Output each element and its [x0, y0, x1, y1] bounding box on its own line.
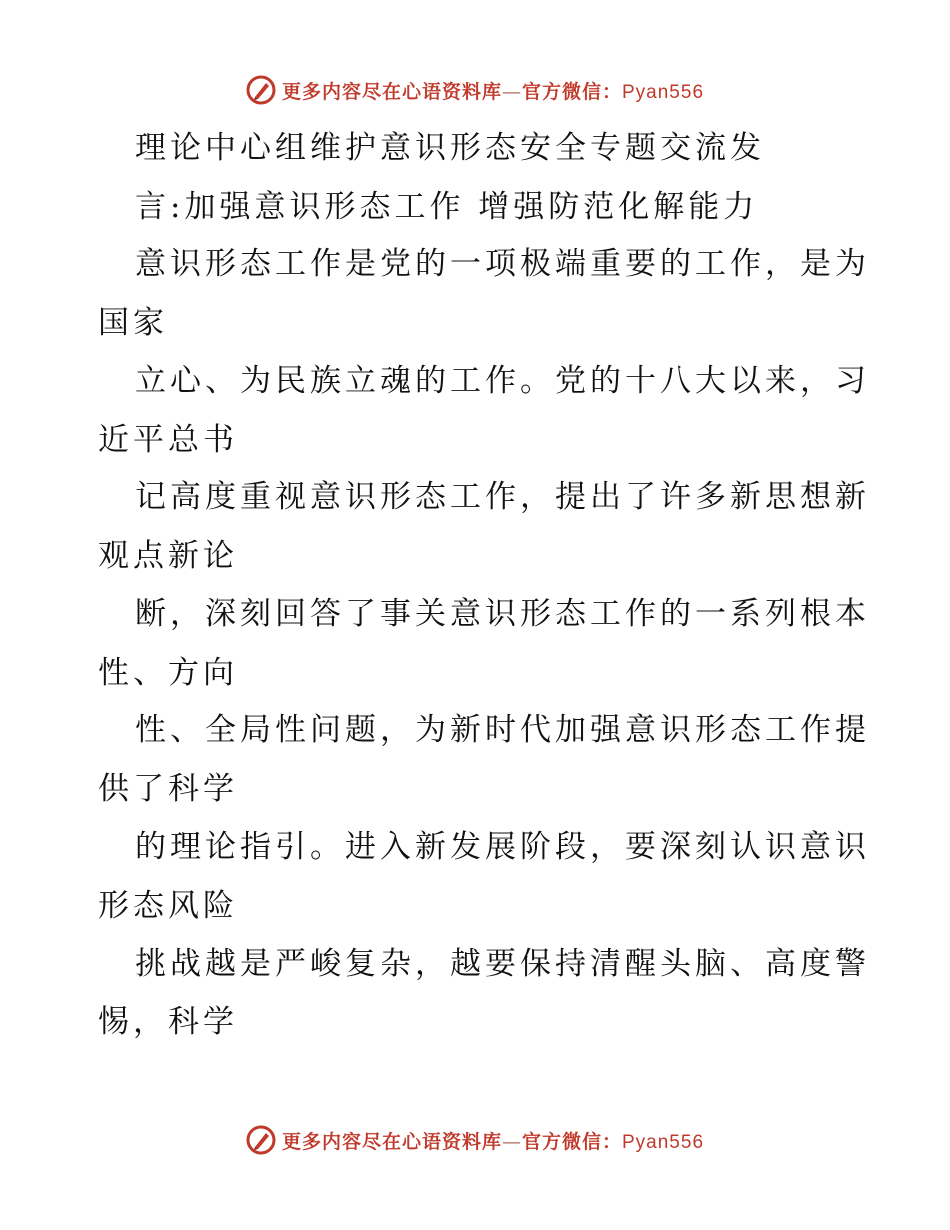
pen-logo-icon: [246, 75, 276, 105]
banner-dash: —: [501, 1130, 522, 1153]
banner-wechat-label: 官方微信：: [521, 1130, 622, 1153]
banner-text: [282, 77, 704, 104]
banner-wechat-id: Pyan556: [622, 81, 705, 103]
doc-line: 惕，科学: [98, 1004, 238, 1040]
doc-line: 观点新论: [98, 538, 238, 574]
doc-line: 供了科学: [98, 771, 238, 807]
doc-line: 形态风险: [98, 888, 238, 924]
header-watermark-banner: [0, 70, 950, 110]
doc-line: 性、方向: [98, 655, 238, 691]
doc-line: 意识形态工作是党的一项极端重要的工作，是为: [135, 246, 870, 282]
doc-line: 挑战越是严峻复杂，越要保持清醒头脑、高度警: [135, 946, 870, 982]
doc-line: 记高度重视意识形态工作，提出了许多新思想新: [135, 479, 870, 515]
banner-text: [282, 1127, 704, 1154]
doc-line: 断，深刻回答了事关意识形态工作的一系列根本: [135, 596, 870, 632]
doc-title-line-1: 理论中心组维护意识形态安全专题交流发: [135, 130, 765, 166]
doc-line: 的理论指引。进入新发展阶段，要深刻认识意识: [135, 829, 870, 865]
doc-line: 国家: [98, 305, 168, 341]
banner-wechat-id: Pyan556: [622, 1131, 705, 1153]
banner-brand: 更多内容尽在心语资料库: [281, 1130, 502, 1153]
pen-logo-icon: [246, 1125, 276, 1155]
banner-brand: 更多内容尽在心语资料库: [281, 80, 502, 103]
banner-wechat-label: 官方微信：: [521, 80, 622, 103]
doc-line: 立心、为民族立魂的工作。党的十八大以来，习: [135, 363, 870, 399]
doc-line: 近平总书: [98, 422, 238, 458]
doc-title-line-2: 言:加强意识形态工作 增强防范化解能力: [135, 189, 759, 225]
footer-watermark-banner: [0, 1120, 950, 1160]
doc-line: 性、全局性问题，为新时代加强意识形态工作提: [135, 712, 870, 748]
banner-dash: —: [501, 80, 522, 103]
